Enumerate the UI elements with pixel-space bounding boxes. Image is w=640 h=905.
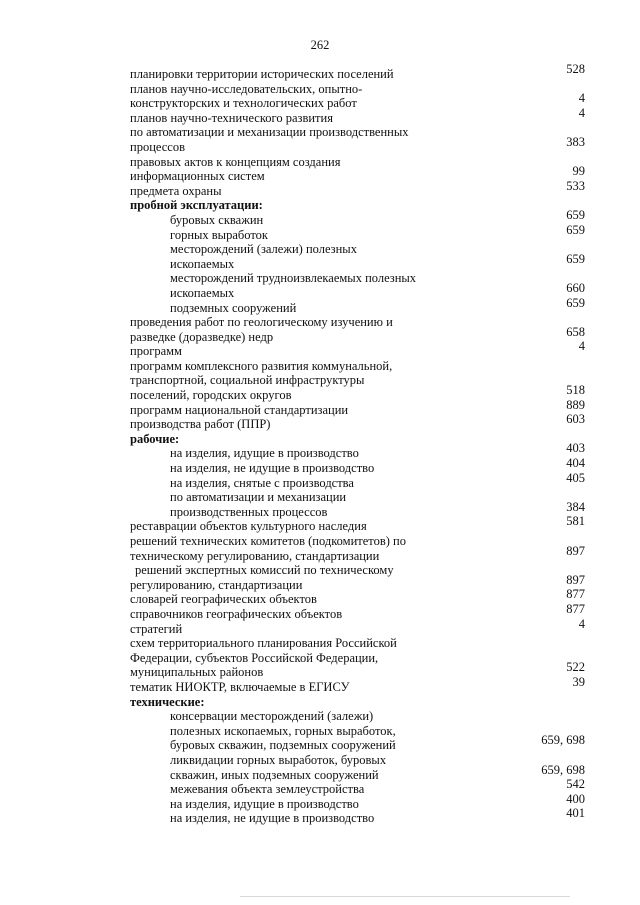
index-entry xyxy=(130,271,585,286)
entry-text: месторождений трудноизвлекаемых полезных xyxy=(170,271,417,286)
entry-text: полезных ископаемых, горных выработок, xyxy=(170,723,396,738)
index-entry xyxy=(130,383,585,403)
entry-text: информационных систем xyxy=(130,169,265,184)
index-entry xyxy=(130,359,585,374)
entry-text: решений экспертных комиссий по техническому xyxy=(135,563,394,578)
page-reference: 897 xyxy=(566,572,585,587)
index-entry xyxy=(130,470,585,491)
entry-text: на изделия, не идущие в производство xyxy=(170,811,375,826)
entry-text: на изделия, идущие в производство xyxy=(170,796,359,811)
index-entry xyxy=(130,91,585,111)
entry-text: по автоматизации и механизации xyxy=(170,490,347,505)
index-entry xyxy=(130,543,585,564)
page-reference: 897 xyxy=(566,543,585,558)
entry-text: скважин, иных подземных сооружений xyxy=(170,767,379,782)
page-reference: 603 xyxy=(566,412,585,427)
index-entry xyxy=(130,616,585,637)
index-entry xyxy=(130,280,585,301)
page-reference: 533 xyxy=(566,178,585,193)
entry-text: подземных сооружений xyxy=(170,300,297,315)
index-entry xyxy=(130,62,585,82)
entry-text: схем территориального планирования Российской xyxy=(130,636,397,651)
entry-text: реставрации объектов культурного наследия xyxy=(130,519,367,534)
index-entry xyxy=(130,753,585,768)
index-entry xyxy=(130,315,585,330)
index-entry xyxy=(130,499,585,520)
page-reference: 4 xyxy=(578,616,585,631)
page-reference: 522 xyxy=(566,660,585,675)
bottom-rule xyxy=(240,896,570,897)
page-reference: 659 xyxy=(566,222,585,237)
entry-text: муниципальных районов xyxy=(130,665,264,680)
page-reference: 877 xyxy=(566,587,585,602)
index-entry xyxy=(130,791,585,812)
index-entry xyxy=(130,587,585,607)
entry-text: производства работ (ППР) xyxy=(130,417,271,432)
entry-text: программ xyxy=(130,344,182,359)
entry-text: планов научно-технического развития xyxy=(130,110,333,125)
entry-text: производственных процессов xyxy=(170,504,328,519)
entry-text: предмета охраны xyxy=(130,183,222,198)
index-entry xyxy=(130,563,585,578)
entry-text: планов научно-исследовательских, опытно- xyxy=(130,81,363,96)
entry-text: справочников географических объектов xyxy=(130,606,343,621)
entry-text: ископаемых xyxy=(170,285,235,300)
page-reference: 660 xyxy=(566,280,585,295)
page-reference: 659 xyxy=(566,251,585,266)
index-entry xyxy=(130,733,585,753)
entry-text: программ национальной стандартизации xyxy=(130,402,349,417)
index-entry xyxy=(130,397,585,418)
index-entry xyxy=(130,806,585,826)
entry-text: технические: xyxy=(130,694,205,709)
entry-text: буровых скважин, подземных сооружений xyxy=(170,738,396,753)
page-reference: 400 xyxy=(566,791,585,806)
page-reference: 4 xyxy=(578,105,585,120)
page-reference: 4 xyxy=(578,91,585,106)
section-heading xyxy=(130,695,585,710)
section-heading xyxy=(130,432,585,447)
entry-text: тематик НИОКТР, включаемые в ЕГИСУ xyxy=(130,679,350,694)
page-reference: 528 xyxy=(566,62,585,76)
index-entry xyxy=(130,178,585,199)
entry-text: решений технических комитетов (подкомитетов) по xyxy=(130,534,406,548)
entry-text: буровых скважин xyxy=(170,212,264,227)
index-entry xyxy=(130,82,585,97)
entry-text: поселений, городских округов xyxy=(130,388,292,403)
entry-text: проведения работ по геологическому изучению и xyxy=(130,315,393,330)
entry-text: по автоматизации и механизации производственных xyxy=(130,125,409,140)
index-entry xyxy=(130,534,585,549)
index-entry xyxy=(130,636,585,651)
index-entry xyxy=(130,724,585,739)
index-entry xyxy=(130,207,585,228)
index-entry xyxy=(130,601,585,622)
page-reference: 384 xyxy=(566,499,585,514)
entry-text: разведке (доразведке) недр xyxy=(130,329,274,344)
entry-text: пробной эксплуатации: xyxy=(130,198,263,213)
index-entry xyxy=(130,155,585,170)
entry-text: планировки территории исторических поселений xyxy=(130,67,394,81)
entry-text: Федерации, субъектов Российской Федерации, xyxy=(130,650,379,665)
page-reference: 658 xyxy=(566,324,585,339)
entry-text: правовых актов к концепциям создания xyxy=(130,154,341,169)
page-reference: 403 xyxy=(566,441,585,456)
index-entry xyxy=(130,412,585,432)
page-reference: 518 xyxy=(566,383,585,398)
entry-text: на изделия, снятые с производства xyxy=(170,475,354,490)
index-entry xyxy=(130,660,585,680)
entry-text: ликвидации горных выработок, буровых xyxy=(170,752,387,767)
index-entry xyxy=(130,514,585,534)
entry-text: консервации месторождений (залежи) xyxy=(170,709,374,724)
entry-text: конструкторских и технологических работ xyxy=(130,96,357,111)
index-entry xyxy=(130,572,585,593)
page-reference: 581 xyxy=(566,514,585,529)
index-entry xyxy=(130,762,585,783)
index-list xyxy=(130,62,585,826)
entry-text: рабочие: xyxy=(130,431,180,446)
page-reference: 99 xyxy=(572,164,585,179)
index-entry xyxy=(130,456,585,476)
entry-text: процессов xyxy=(130,139,185,154)
index-entry xyxy=(130,242,585,257)
entry-text: программ комплексного развития коммунальной, xyxy=(130,358,393,373)
index-entry xyxy=(130,251,585,272)
page-number: 262 xyxy=(310,38,330,52)
index-entry xyxy=(130,339,585,359)
index-entry xyxy=(130,105,585,126)
page-reference: 401 xyxy=(566,806,585,821)
index-entry xyxy=(130,490,585,505)
index-entry xyxy=(130,134,585,155)
entry-text: месторождений (залежи) полезных xyxy=(170,242,357,257)
index-entry xyxy=(130,222,585,243)
entry-text: межевания объекта землеустройства xyxy=(170,782,365,797)
entry-text: регулированию, стандартизации xyxy=(130,577,303,592)
page-reference: 889 xyxy=(566,397,585,412)
entry-text: техническому регулированию, стандартизации xyxy=(130,548,380,563)
page-reference: 877 xyxy=(566,601,585,616)
page-reference: 659 xyxy=(566,207,585,222)
index-entry xyxy=(130,295,585,316)
index-entry xyxy=(130,125,585,140)
index-entry xyxy=(130,324,585,345)
page-reference: 383 xyxy=(566,134,585,149)
index-entry xyxy=(130,651,585,666)
index-entry xyxy=(130,164,585,184)
page-reference: 404 xyxy=(566,456,585,471)
page-reference: 542 xyxy=(566,777,585,792)
entry-text: на изделия, идущие в производство xyxy=(170,446,359,461)
index-entry xyxy=(130,674,585,695)
index-entry xyxy=(130,777,585,797)
entry-text: транспортной, социальной инфраструктуры xyxy=(130,373,365,388)
index-entry xyxy=(130,373,585,388)
page-reference: 659 xyxy=(566,295,585,310)
section-heading xyxy=(130,198,585,213)
entry-text: горных выработок xyxy=(170,227,268,242)
entry-text: словарей географических объектов xyxy=(130,592,317,607)
page-reference: 39 xyxy=(572,674,585,689)
index-entry xyxy=(130,441,585,461)
index-entry xyxy=(130,709,585,724)
page-reference: 659, 698 xyxy=(541,733,585,748)
page-reference: 405 xyxy=(566,470,585,485)
page-reference: 4 xyxy=(578,339,585,354)
page-reference: 659, 698 xyxy=(541,762,585,777)
entry-text: на изделия, не идущие в производство xyxy=(170,461,375,476)
entry-text: стратегий xyxy=(130,621,183,636)
entry-text: ископаемых xyxy=(170,256,235,271)
